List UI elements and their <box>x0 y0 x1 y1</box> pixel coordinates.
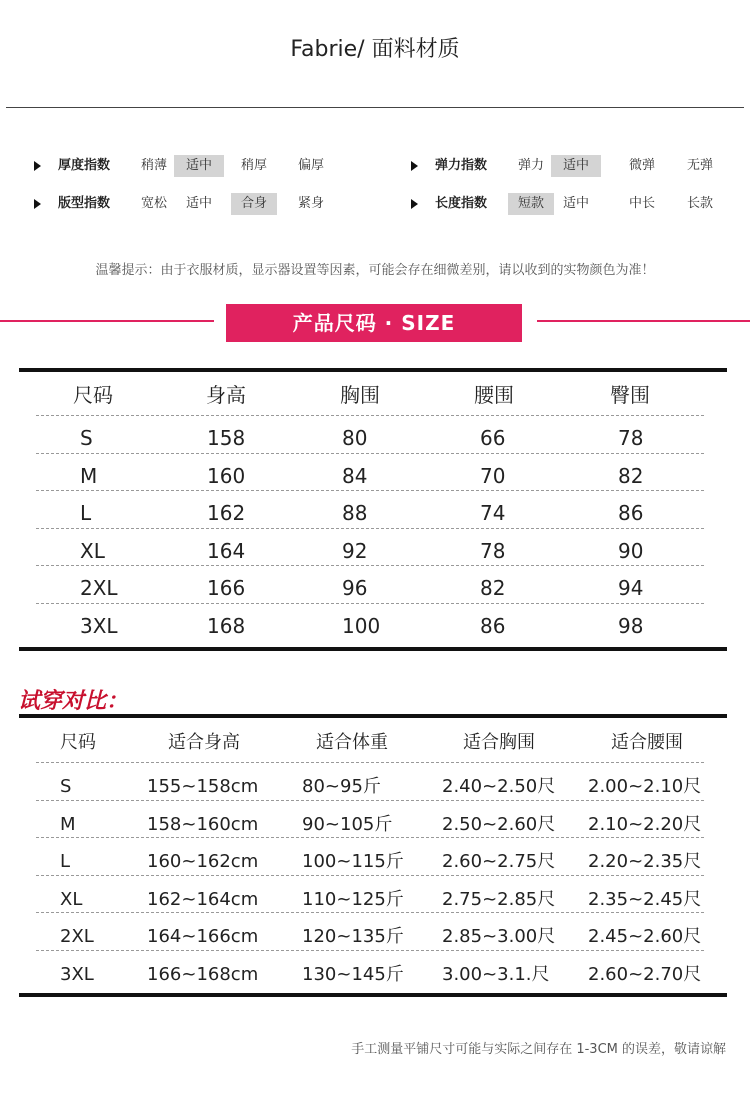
table-cell: 2.50~2.60尺 <box>442 813 556 835</box>
table-cell: 2XL <box>80 576 118 601</box>
table-cell: 100 <box>342 614 381 638</box>
table-cell: 2XL <box>60 926 94 948</box>
table-top-border <box>19 714 727 718</box>
index-label: 厚度指数 <box>58 158 111 173</box>
table-header-cell: 适合腰围 <box>611 732 683 753</box>
table-cell: 120~135斤 <box>302 926 404 948</box>
index-option: 偏厚 <box>297 158 324 173</box>
table-cell: 78 <box>618 426 644 450</box>
index-option: 紧身 <box>297 196 324 211</box>
table-cell: 74 <box>480 501 506 526</box>
table-cell: 130~145斤 <box>302 964 404 985</box>
table-cell: 2.60~2.75尺 <box>442 851 556 873</box>
table-cell: 82 <box>618 463 644 488</box>
row-divider <box>36 837 704 838</box>
table-cell: 80~95斤 <box>302 776 381 797</box>
table-cell: M <box>80 463 98 488</box>
index-option: 适中 <box>185 196 212 211</box>
table-header-cell: 身高 <box>206 383 246 407</box>
table-cell: 2.45~2.60尺 <box>588 926 702 948</box>
row-divider <box>36 415 704 416</box>
table-cell: 100~115斤 <box>302 851 404 873</box>
table-cell: S <box>60 776 72 797</box>
row-arrow-icon <box>411 199 418 209</box>
index-option: 合身 <box>231 193 277 215</box>
index-option: 弹力 <box>517 158 544 173</box>
table-cell: 88 <box>342 501 368 526</box>
index-option: 微弹 <box>628 158 655 173</box>
index-option: 长款 <box>686 196 713 211</box>
row-divider <box>36 490 704 491</box>
fit-comparison-title: 试穿对比： <box>18 689 129 714</box>
table-cell: 162~164cm <box>147 888 259 910</box>
table-cell: 78 <box>480 538 506 563</box>
index-label: 长度指数 <box>435 196 488 211</box>
table-cell: 2.60~2.70尺 <box>588 964 702 985</box>
table-cell: 2.10~2.20尺 <box>588 813 702 835</box>
banner-line-left <box>0 320 214 322</box>
table-cell: 2.35~2.45尺 <box>588 888 702 910</box>
table-cell: XL <box>60 888 83 910</box>
table-top-border <box>19 368 727 372</box>
table-cell: 80 <box>342 426 368 450</box>
table-cell: 2.75~2.85尺 <box>442 888 556 910</box>
row-arrow-icon <box>34 161 41 171</box>
row-arrow-icon <box>34 199 41 209</box>
table-cell: 2.40~2.50尺 <box>442 776 556 797</box>
table-cell: 155~158cm <box>147 776 259 797</box>
table-cell: 168 <box>207 614 246 638</box>
table-cell: 66 <box>480 426 506 450</box>
table-cell: 3XL <box>80 614 118 638</box>
index-option: 中长 <box>628 196 655 211</box>
table-cell: 94 <box>618 576 644 601</box>
row-divider <box>36 603 704 604</box>
banner-line-right <box>537 320 750 322</box>
table-cell: 90~105斤 <box>302 813 393 835</box>
table-header-cell: 胸围 <box>340 383 380 407</box>
table-cell: S <box>80 426 93 450</box>
title-divider <box>6 107 744 108</box>
size-banner: 产品尺码 · SIZE <box>226 304 522 342</box>
table-header-cell: 尺码 <box>60 732 96 753</box>
table-cell: 160~162cm <box>147 851 259 873</box>
table-cell: 98 <box>618 614 644 638</box>
index-option: 适中 <box>551 155 601 177</box>
row-divider <box>36 950 704 951</box>
table-cell: 164~166cm <box>147 926 259 948</box>
table-cell: L <box>60 851 71 873</box>
index-option: 稍厚 <box>240 158 267 173</box>
page-title: Fabrie/ 面料材质 <box>290 37 460 62</box>
table-cell: 162 <box>207 501 246 526</box>
row-arrow-icon <box>411 161 418 171</box>
table-header-cell: 适合身高 <box>168 732 240 753</box>
table-cell: 96 <box>342 576 368 601</box>
table-cell: 166 <box>207 576 246 601</box>
table-cell: 84 <box>342 463 368 488</box>
row-divider <box>36 912 704 913</box>
index-label: 弹力指数 <box>435 158 488 173</box>
index-option: 稍薄 <box>140 158 167 173</box>
table-cell: 82 <box>480 576 506 601</box>
table-cell: 2.85~3.00尺 <box>442 926 556 948</box>
row-divider <box>36 762 704 763</box>
index-option: 适中 <box>174 155 224 177</box>
table-cell: 92 <box>342 538 368 563</box>
table-cell: M <box>60 813 76 835</box>
row-divider <box>36 565 704 566</box>
table-cell: 3.00~3.1.尺 <box>442 964 550 985</box>
index-label: 版型指数 <box>58 196 111 211</box>
table-cell: 166~168cm <box>147 964 259 985</box>
table-cell: L <box>80 501 92 526</box>
notice-text: 温馨提示：由于衣服材质，显示器设置等因素，可能会存在细微差别，请以收到的实物颜色为准！ <box>95 263 655 278</box>
table-cell: 2.00~2.10尺 <box>588 776 702 797</box>
table-header-cell: 适合体重 <box>316 732 388 753</box>
table-header-cell: 腰围 <box>474 383 514 407</box>
table-header-cell: 适合胸围 <box>463 732 535 753</box>
row-divider <box>36 875 704 876</box>
footer-note: 手工测量平铺尺寸可能与实际之间存在 1-3CM 的误差，敬请谅解 <box>351 1042 726 1057</box>
index-option: 短款 <box>508 193 554 215</box>
table-cell: XL <box>80 538 105 563</box>
table-cell: 90 <box>618 538 644 563</box>
table-cell: 70 <box>480 463 506 488</box>
table-cell: 2.20~2.35尺 <box>588 851 702 873</box>
index-option: 无弹 <box>686 158 713 173</box>
table-cell: 164 <box>207 538 246 563</box>
table-cell: 86 <box>480 614 506 638</box>
index-option: 宽松 <box>140 196 167 211</box>
index-option: 适中 <box>562 196 589 211</box>
table-bottom-border <box>19 647 727 651</box>
row-divider <box>36 528 704 529</box>
row-divider <box>36 453 704 454</box>
table-cell: 3XL <box>60 964 94 985</box>
table-cell: 158~160cm <box>147 813 259 835</box>
table-bottom-border <box>19 993 727 997</box>
table-cell: 110~125斤 <box>302 888 404 910</box>
table-header-cell: 臀围 <box>610 383 650 407</box>
table-cell: 158 <box>207 426 246 450</box>
table-header-cell: 尺码 <box>73 383 113 407</box>
row-divider <box>36 800 704 801</box>
table-cell: 160 <box>207 463 246 488</box>
table-cell: 86 <box>618 501 644 526</box>
